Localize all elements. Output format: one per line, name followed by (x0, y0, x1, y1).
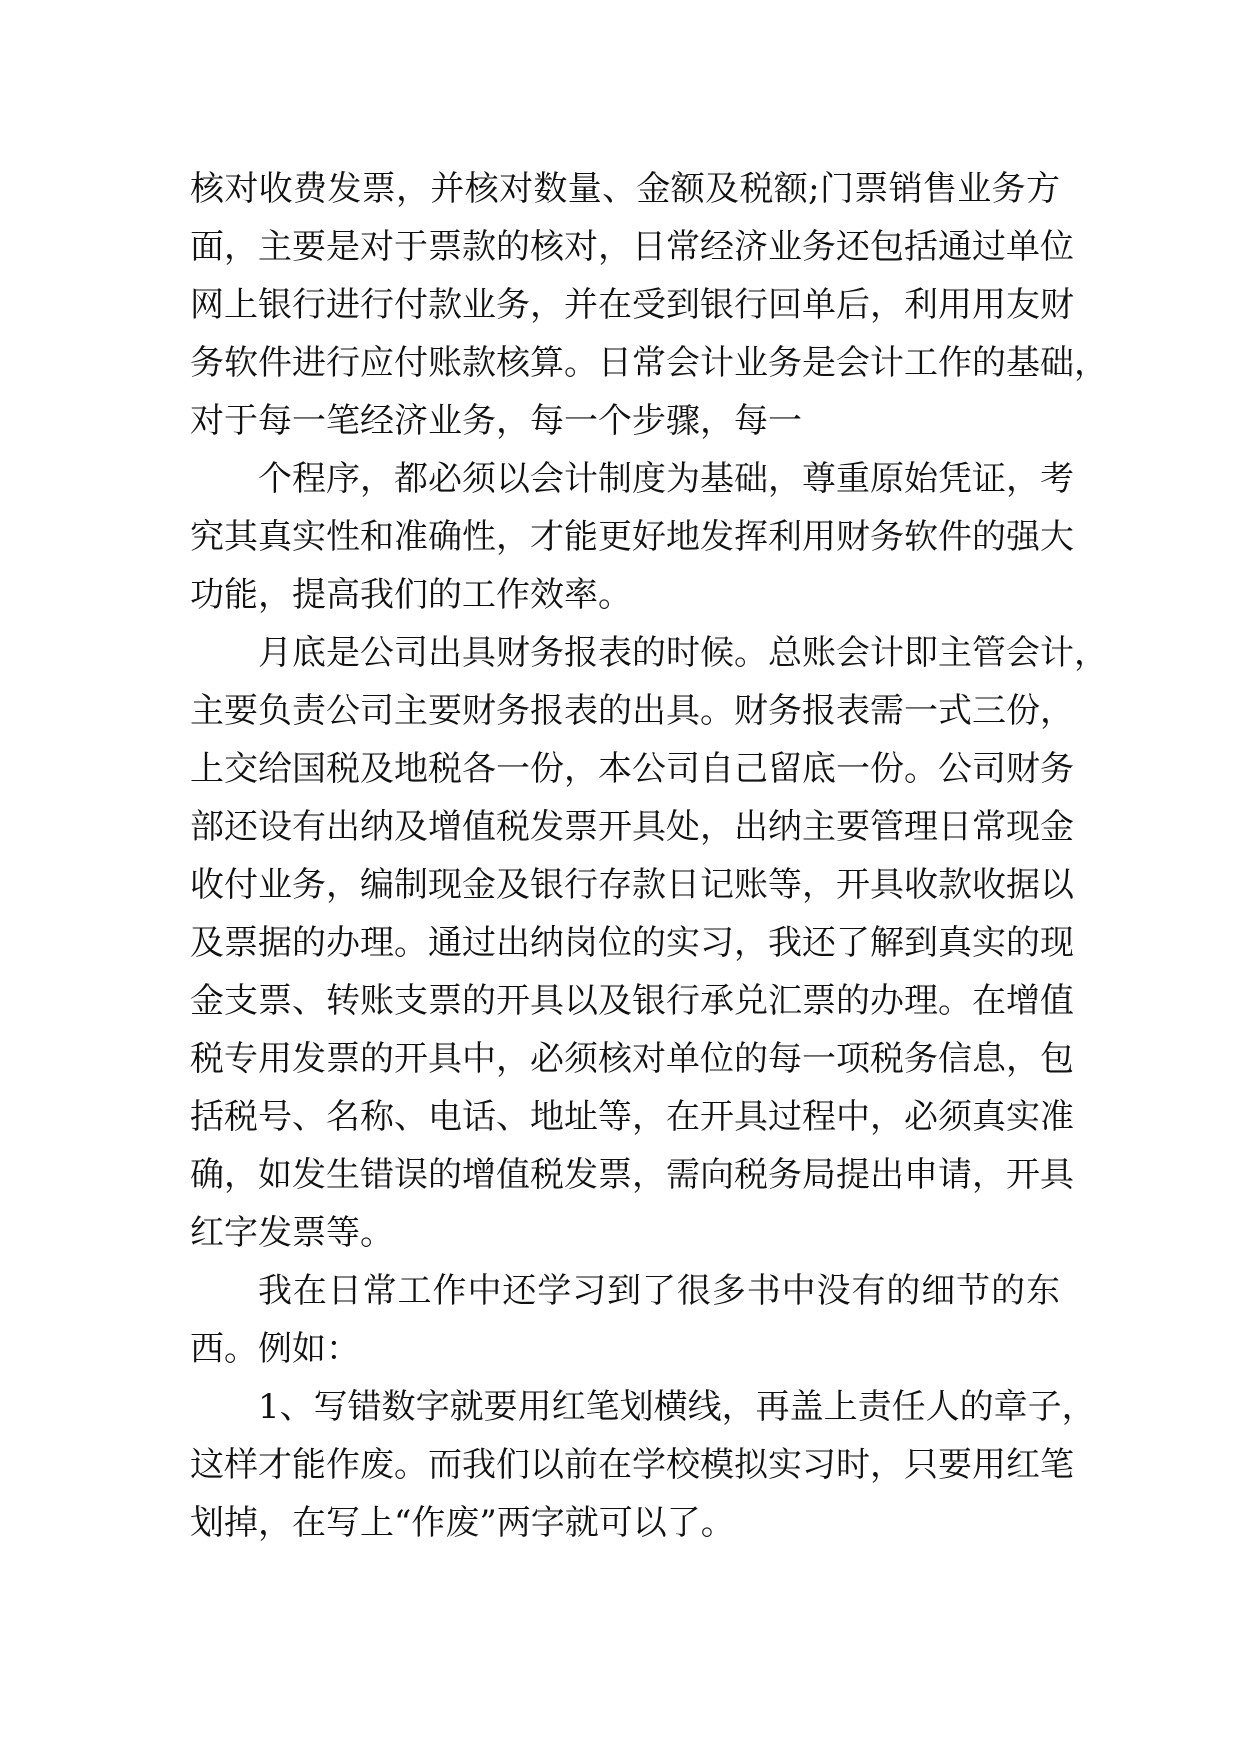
text-line: 确，如发生错误的增值税发票，需向税务局提出申请，开具 (190, 1155, 1074, 1195)
text-line: 功能，提高我们的工作效率。 (190, 575, 632, 615)
text-line: 及票据的办理。通过出纳岗位的实习，我还了解到真实的现 (190, 923, 1074, 963)
text-line: 括税号、名称、电话、地址等，在开具过程中，必须真实准 (190, 1097, 1074, 1137)
text-line-paragraph-start: 我在日常工作中还学习到了很多书中没有的细节的东 (258, 1271, 1060, 1311)
text-line: 收付业务，编制现金及银行存款日记账等，开具收款收据以 (190, 865, 1074, 905)
text-line: 金支票、转账支票的开具以及银行承兑汇票的办理。在增值 (190, 981, 1074, 1021)
text-line: 上交给国税及地税各一份，本公司自己留底一份。公司财务 (190, 749, 1074, 789)
text-line: 这样才能作废。而我们以前在学校模拟实习时，只要用红笔 (190, 1445, 1074, 1485)
text-line: 西。例如： (190, 1329, 360, 1369)
text-line: 核对收费发票，并核对数量、金额及税额;门票销售业务方 (190, 169, 1060, 209)
text-line-paragraph-start: 月底是公司出具财务报表的时候。总账会计即主管会计， (258, 633, 1108, 673)
text-line: 红字发票等。 (190, 1213, 394, 1253)
text-line: 对于每一笔经济业务，每一个步骤，每一 (190, 401, 802, 441)
text-line: 务软件进行应付账款核算。日常会计业务是会计工作的基础， (190, 343, 1108, 383)
text-line: 网上银行进行付款业务，并在受到银行回单后，利用用友财 (190, 285, 1074, 325)
text-line: 面，主要是对于票款的核对，日常经济业务还包括通过单位 (190, 227, 1074, 267)
text-line: 税专用发票的开具中，必须核对单位的每一项税务信息，包 (190, 1039, 1074, 1079)
text-line-list-item: 1、写错数字就要用红笔划横线，再盖上责任人的章子， (258, 1387, 1096, 1427)
text-line-paragraph-start: 个程序，都必须以会计制度为基础，尊重原始凭证，考 (258, 459, 1074, 499)
text-line: 部还设有出纳及增值税发票开具处，出纳主要管理日常现金 (190, 807, 1074, 847)
document-body (190, 160, 1108, 1552)
text-line: 主要负责公司主要财务报表的出具。财务报表需一式三份， (190, 691, 1074, 731)
text-line: 划掉，在写上“作废”两字就可以了。 (190, 1503, 735, 1543)
text-line: 究其真实性和准确性，才能更好地发挥利用财务软件的强大 (190, 517, 1074, 557)
